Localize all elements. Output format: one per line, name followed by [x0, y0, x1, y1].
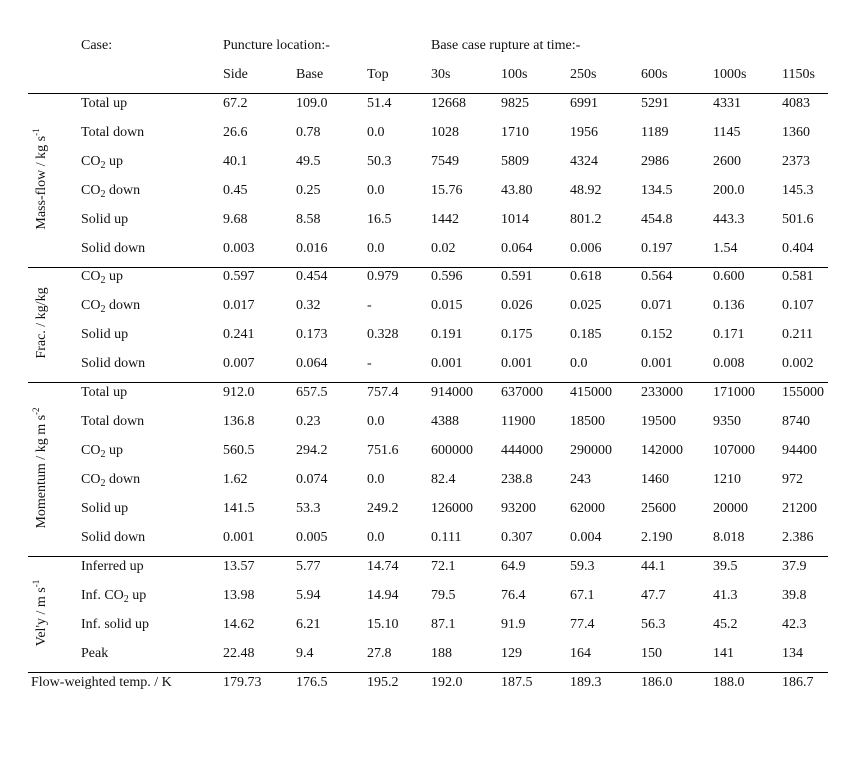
table-cell: 9.4: [296, 646, 314, 661]
table-cell: 47.7: [641, 588, 666, 603]
subscript: 2: [100, 304, 106, 315]
table-cell: 186.7: [782, 675, 814, 690]
table-cell: 171000: [713, 385, 755, 400]
table-cell: 27.8: [367, 646, 392, 661]
table-cell: 0.0: [570, 356, 588, 371]
table-cell: 200.0: [713, 183, 745, 198]
table-cell: 48.92: [570, 183, 602, 198]
table-cell: 14.94: [367, 588, 399, 603]
table-cell: 0.064: [296, 356, 328, 371]
table-cell: -: [367, 356, 372, 371]
row-label: $CO_2$ down: [81, 183, 141, 200]
table-cell: 0.211: [782, 327, 813, 342]
table-cell: 44.1: [641, 559, 666, 574]
table-cell: 77.4: [570, 617, 595, 632]
table-cell: 0.597: [223, 269, 255, 284]
table-cell: 0.136: [713, 298, 745, 313]
table-cell: 20000: [713, 501, 748, 516]
table-cell: 1028: [431, 125, 459, 140]
group-label: Mass-flow / kg $s^{-1}$: [31, 128, 49, 230]
table-cell: 192.0: [431, 675, 463, 690]
table-cell: 53.3: [296, 501, 321, 516]
table-cell: 0.026: [501, 298, 533, 313]
row-label: Total up: [81, 96, 128, 111]
subscript: 2: [123, 594, 129, 605]
table-cell: 0.001: [431, 356, 463, 371]
table-cell: 136.8: [223, 414, 255, 429]
row-label: Inferred up: [81, 559, 144, 574]
column-header: Base: [296, 67, 324, 82]
table-cell: 188: [431, 646, 452, 661]
table-cell: 19500: [641, 414, 676, 429]
table-cell: 39.5: [713, 559, 738, 574]
table-cell: -: [367, 298, 372, 313]
table-cell: 189.3: [570, 675, 602, 690]
table-cell: 0.064: [501, 241, 533, 256]
row-label: Solid up: [81, 212, 129, 227]
table-cell: 1145: [713, 125, 741, 140]
table-cell: 164: [570, 646, 591, 661]
row-label: Inf. solid up: [81, 617, 150, 632]
subscript: 2: [100, 275, 106, 286]
table-cell: 5291: [641, 96, 669, 111]
puncture-location-label: Puncture location:-: [223, 38, 330, 53]
table-cell: 2373: [782, 154, 810, 169]
table-cell: 109.0: [296, 96, 328, 111]
table-cell: 14.74: [367, 559, 399, 574]
table-cell: 0.197: [641, 241, 673, 256]
table-cell: 415000: [570, 385, 612, 400]
table-cell: 141: [713, 646, 734, 661]
table-cell: 41.3: [713, 588, 738, 603]
table-cell: 42.3: [782, 617, 807, 632]
table-cell: 1210: [713, 472, 741, 487]
table-cell: 0.328: [367, 327, 399, 342]
table-cell: 0.0: [367, 472, 385, 487]
row-label: $CO_2$ up: [81, 154, 123, 171]
table-cell: 79.5: [431, 588, 456, 603]
table-cell: 51.4: [367, 96, 392, 111]
table-cell: 0.979: [367, 269, 399, 284]
table-cell: 801.2: [570, 212, 602, 227]
table-cell: 22.48: [223, 646, 255, 661]
table-cell: 134: [782, 646, 803, 661]
table-cell: 1956: [570, 125, 598, 140]
table-cell: 0.006: [570, 241, 602, 256]
group-divider: [28, 267, 828, 268]
table-cell: 72.1: [431, 559, 456, 574]
table-cell: 13.98: [223, 588, 255, 603]
table-cell: 2600: [713, 154, 741, 169]
table-cell: 0.017: [223, 298, 255, 313]
table-cell: 18500: [570, 414, 605, 429]
row-label: Inf. $CO_2$ up: [81, 588, 147, 605]
rupture-time-label: Base case rupture at time:-: [431, 38, 581, 53]
table-cell: 43.80: [501, 183, 533, 198]
table-cell: 0.185: [570, 327, 602, 342]
table-cell: 15.76: [431, 183, 463, 198]
table-cell: 294.2: [296, 443, 328, 458]
table-cell: 8.58: [296, 212, 321, 227]
row-label: Solid up: [81, 501, 129, 516]
table-cell: 444000: [501, 443, 543, 458]
table-cell: 0.025: [570, 298, 602, 313]
table-cell: 2.386: [782, 530, 814, 545]
table-cell: 0.004: [570, 530, 602, 545]
table-cell: 67.2: [223, 96, 248, 111]
column-header: 1150s: [782, 67, 815, 82]
table-cell: 1460: [641, 472, 669, 487]
table-cell: 0.003: [223, 241, 255, 256]
table-cell: 0.0: [367, 414, 385, 429]
table-cell: 1360: [782, 125, 810, 140]
table-cell: 67.1: [570, 588, 595, 603]
row-label: $CO_2$ down: [81, 472, 141, 489]
superscript: -1: [31, 128, 41, 136]
table-cell: 0.0: [367, 241, 385, 256]
table-cell: 0.171: [713, 327, 745, 342]
column-header: 30s: [431, 67, 451, 82]
table-cell: 195.2: [367, 675, 399, 690]
table-cell: 0.173: [296, 327, 328, 342]
table-cell: 751.6: [367, 443, 399, 458]
column-header: 250s: [570, 67, 597, 82]
table-cell: 560.5: [223, 443, 255, 458]
table-cell: 0.111: [431, 530, 462, 545]
table-cell: 243: [570, 472, 591, 487]
subscript: 2: [100, 189, 106, 200]
row-label: $CO_2$ up: [81, 443, 123, 460]
table-cell: 233000: [641, 385, 683, 400]
table-cell: 129: [501, 646, 522, 661]
row-label: Solid down: [81, 241, 146, 256]
table-cell: 155000: [782, 385, 824, 400]
table-cell: 1189: [641, 125, 669, 140]
table-cell: 249.2: [367, 501, 399, 516]
table-cell: 107000: [713, 443, 755, 458]
table-cell: 0.074: [296, 472, 328, 487]
table-cell: 39.8: [782, 588, 807, 603]
table-cell: 0.005: [296, 530, 328, 545]
table-cell: 0.002: [782, 356, 814, 371]
table-cell: 0.307: [501, 530, 533, 545]
table-cell: 76.4: [501, 588, 526, 603]
table-cell: 5.77: [296, 559, 321, 574]
column-header: 1000s: [713, 67, 747, 82]
row-label: Peak: [81, 646, 109, 661]
table-cell: 0.618: [570, 269, 602, 284]
table-cell: 0.241: [223, 327, 255, 342]
table-cell: 8.018: [713, 530, 745, 545]
table-cell: 0.32: [296, 298, 321, 313]
table-cell: 9.68: [223, 212, 248, 227]
table-cell: 657.5: [296, 385, 328, 400]
row-label: Total up: [81, 385, 128, 400]
table-cell: 187.5: [501, 675, 533, 690]
table-cell: 0.23: [296, 414, 321, 429]
table-cell: 1442: [431, 212, 459, 227]
group-label: Frac. / kg/kg: [34, 287, 49, 359]
table-cell: 637000: [501, 385, 543, 400]
table-cell: 0.564: [641, 269, 673, 284]
table-cell: 21200: [782, 501, 817, 516]
table-cell: 37.9: [782, 559, 807, 574]
footer-label: Flow-weighted temp. / K: [31, 675, 172, 690]
row-label: Solid up: [81, 327, 129, 342]
table-cell: 9825: [501, 96, 529, 111]
table-cell: 4331: [713, 96, 741, 111]
column-header: 100s: [501, 67, 528, 82]
table-cell: 0.02: [431, 241, 456, 256]
table-cell: 186.0: [641, 675, 673, 690]
table-cell: 0.107: [782, 298, 814, 313]
table-cell: 64.9: [501, 559, 526, 574]
table-cell: 4324: [570, 154, 598, 169]
table-cell: 7549: [431, 154, 459, 169]
table-cell: 49.5: [296, 154, 321, 169]
table-cell: 91.9: [501, 617, 526, 632]
table-cell: 0.45: [223, 183, 248, 198]
table-cell: 0.591: [501, 269, 533, 284]
table-cell: 26.6: [223, 125, 248, 140]
table-cell: 0.001: [223, 530, 255, 545]
subscript: 2: [100, 449, 106, 460]
table-cell: 2986: [641, 154, 669, 169]
group-divider: [28, 93, 828, 94]
table-cell: 1710: [501, 125, 529, 140]
table-cell: 0.581: [782, 269, 814, 284]
table-cell: 5.94: [296, 588, 321, 603]
table-cell: 14.62: [223, 617, 255, 632]
table-cell: 126000: [431, 501, 473, 516]
table-cell: 290000: [570, 443, 612, 458]
table-cell: 914000: [431, 385, 473, 400]
subscript: 2: [100, 160, 106, 171]
table-cell: 0.152: [641, 327, 673, 342]
group-divider: [28, 556, 828, 557]
table-cell: 0.404: [782, 241, 814, 256]
table-cell: 0.008: [713, 356, 745, 371]
table-cell: 5809: [501, 154, 529, 169]
table-cell: 4083: [782, 96, 810, 111]
table-cell: 59.3: [570, 559, 595, 574]
table-cell: 600000: [431, 443, 473, 458]
table-cell: 501.6: [782, 212, 814, 227]
table-cell: 0.191: [431, 327, 463, 342]
superscript: -2: [31, 407, 41, 415]
table-cell: 0.071: [641, 298, 673, 313]
table-cell: 1014: [501, 212, 529, 227]
table-cell: 142000: [641, 443, 683, 458]
table-cell: 15.10: [367, 617, 399, 632]
case-label: Case:: [81, 38, 113, 53]
table-cell: 13.57: [223, 559, 255, 574]
row-label: Solid down: [81, 530, 146, 545]
table-cell: 12668: [431, 96, 466, 111]
group-divider: [28, 672, 828, 673]
row-label: Total down: [81, 414, 145, 429]
table-cell: 454.8: [641, 212, 673, 227]
table-cell: 0.007: [223, 356, 255, 371]
table-cell: 238.8: [501, 472, 533, 487]
table-cell: 6991: [570, 96, 598, 111]
table-cell: 82.4: [431, 472, 456, 487]
table-cell: 40.1: [223, 154, 248, 169]
table-cell: 0.001: [641, 356, 673, 371]
table-cell: 0.78: [296, 125, 321, 140]
table-cell: 1.54: [713, 241, 738, 256]
table-cell: 94400: [782, 443, 817, 458]
column-header: 600s: [641, 67, 668, 82]
table-cell: 0.015: [431, 298, 463, 313]
table-cell: 62000: [570, 501, 605, 516]
table-cell: 145.3: [782, 183, 814, 198]
table-cell: 11900: [501, 414, 536, 429]
subscript: 2: [100, 478, 106, 489]
column-header: Top: [367, 67, 389, 82]
table-cell: 2.190: [641, 530, 673, 545]
table-cell: 972: [782, 472, 803, 487]
table-cell: 4388: [431, 414, 459, 429]
table-cell: 0.25: [296, 183, 321, 198]
table-cell: 443.3: [713, 212, 745, 227]
table-cell: 56.3: [641, 617, 666, 632]
column-header: Side: [223, 67, 248, 82]
table-cell: 141.5: [223, 501, 255, 516]
table-cell: 87.1: [431, 617, 456, 632]
superscript: -1: [31, 579, 41, 588]
table-cell: 0.016: [296, 241, 328, 256]
table-cell: 45.2: [713, 617, 738, 632]
table-cell: 8740: [782, 414, 810, 429]
row-label: $CO_2$ up: [81, 269, 123, 286]
table-cell: 0.454: [296, 269, 328, 284]
table-cell: 93200: [501, 501, 536, 516]
table-cell: 25600: [641, 501, 676, 516]
table-cell: 757.4: [367, 385, 399, 400]
group-label: Momentum / kg m $s^{-2}$: [31, 407, 49, 529]
table-cell: 16.5: [367, 212, 392, 227]
table-cell: 179.73: [223, 675, 262, 690]
table-cell: 134.5: [641, 183, 673, 198]
group-label: Vel'y / m $s^{-1}$: [31, 579, 49, 647]
table-cell: 150: [641, 646, 662, 661]
table-cell: 912.0: [223, 385, 255, 400]
table-cell: 9350: [713, 414, 741, 429]
table-cell: 0.0: [367, 125, 385, 140]
table-cell: 0.0: [367, 183, 385, 198]
group-divider: [28, 382, 828, 383]
table-cell: 1.62: [223, 472, 248, 487]
row-label: Total down: [81, 125, 145, 140]
table-cell: 6.21: [296, 617, 321, 632]
row-label: $CO_2$ down: [81, 298, 141, 315]
table-cell: 0.0: [367, 530, 385, 545]
table-cell: 0.175: [501, 327, 533, 342]
table-cell: 50.3: [367, 154, 392, 169]
table-cell: 176.5: [296, 675, 328, 690]
row-label: Solid down: [81, 356, 146, 371]
table-cell: 0.596: [431, 269, 463, 284]
table-cell: 0.600: [713, 269, 745, 284]
table-cell: 0.001: [501, 356, 533, 371]
table-cell: 188.0: [713, 675, 745, 690]
